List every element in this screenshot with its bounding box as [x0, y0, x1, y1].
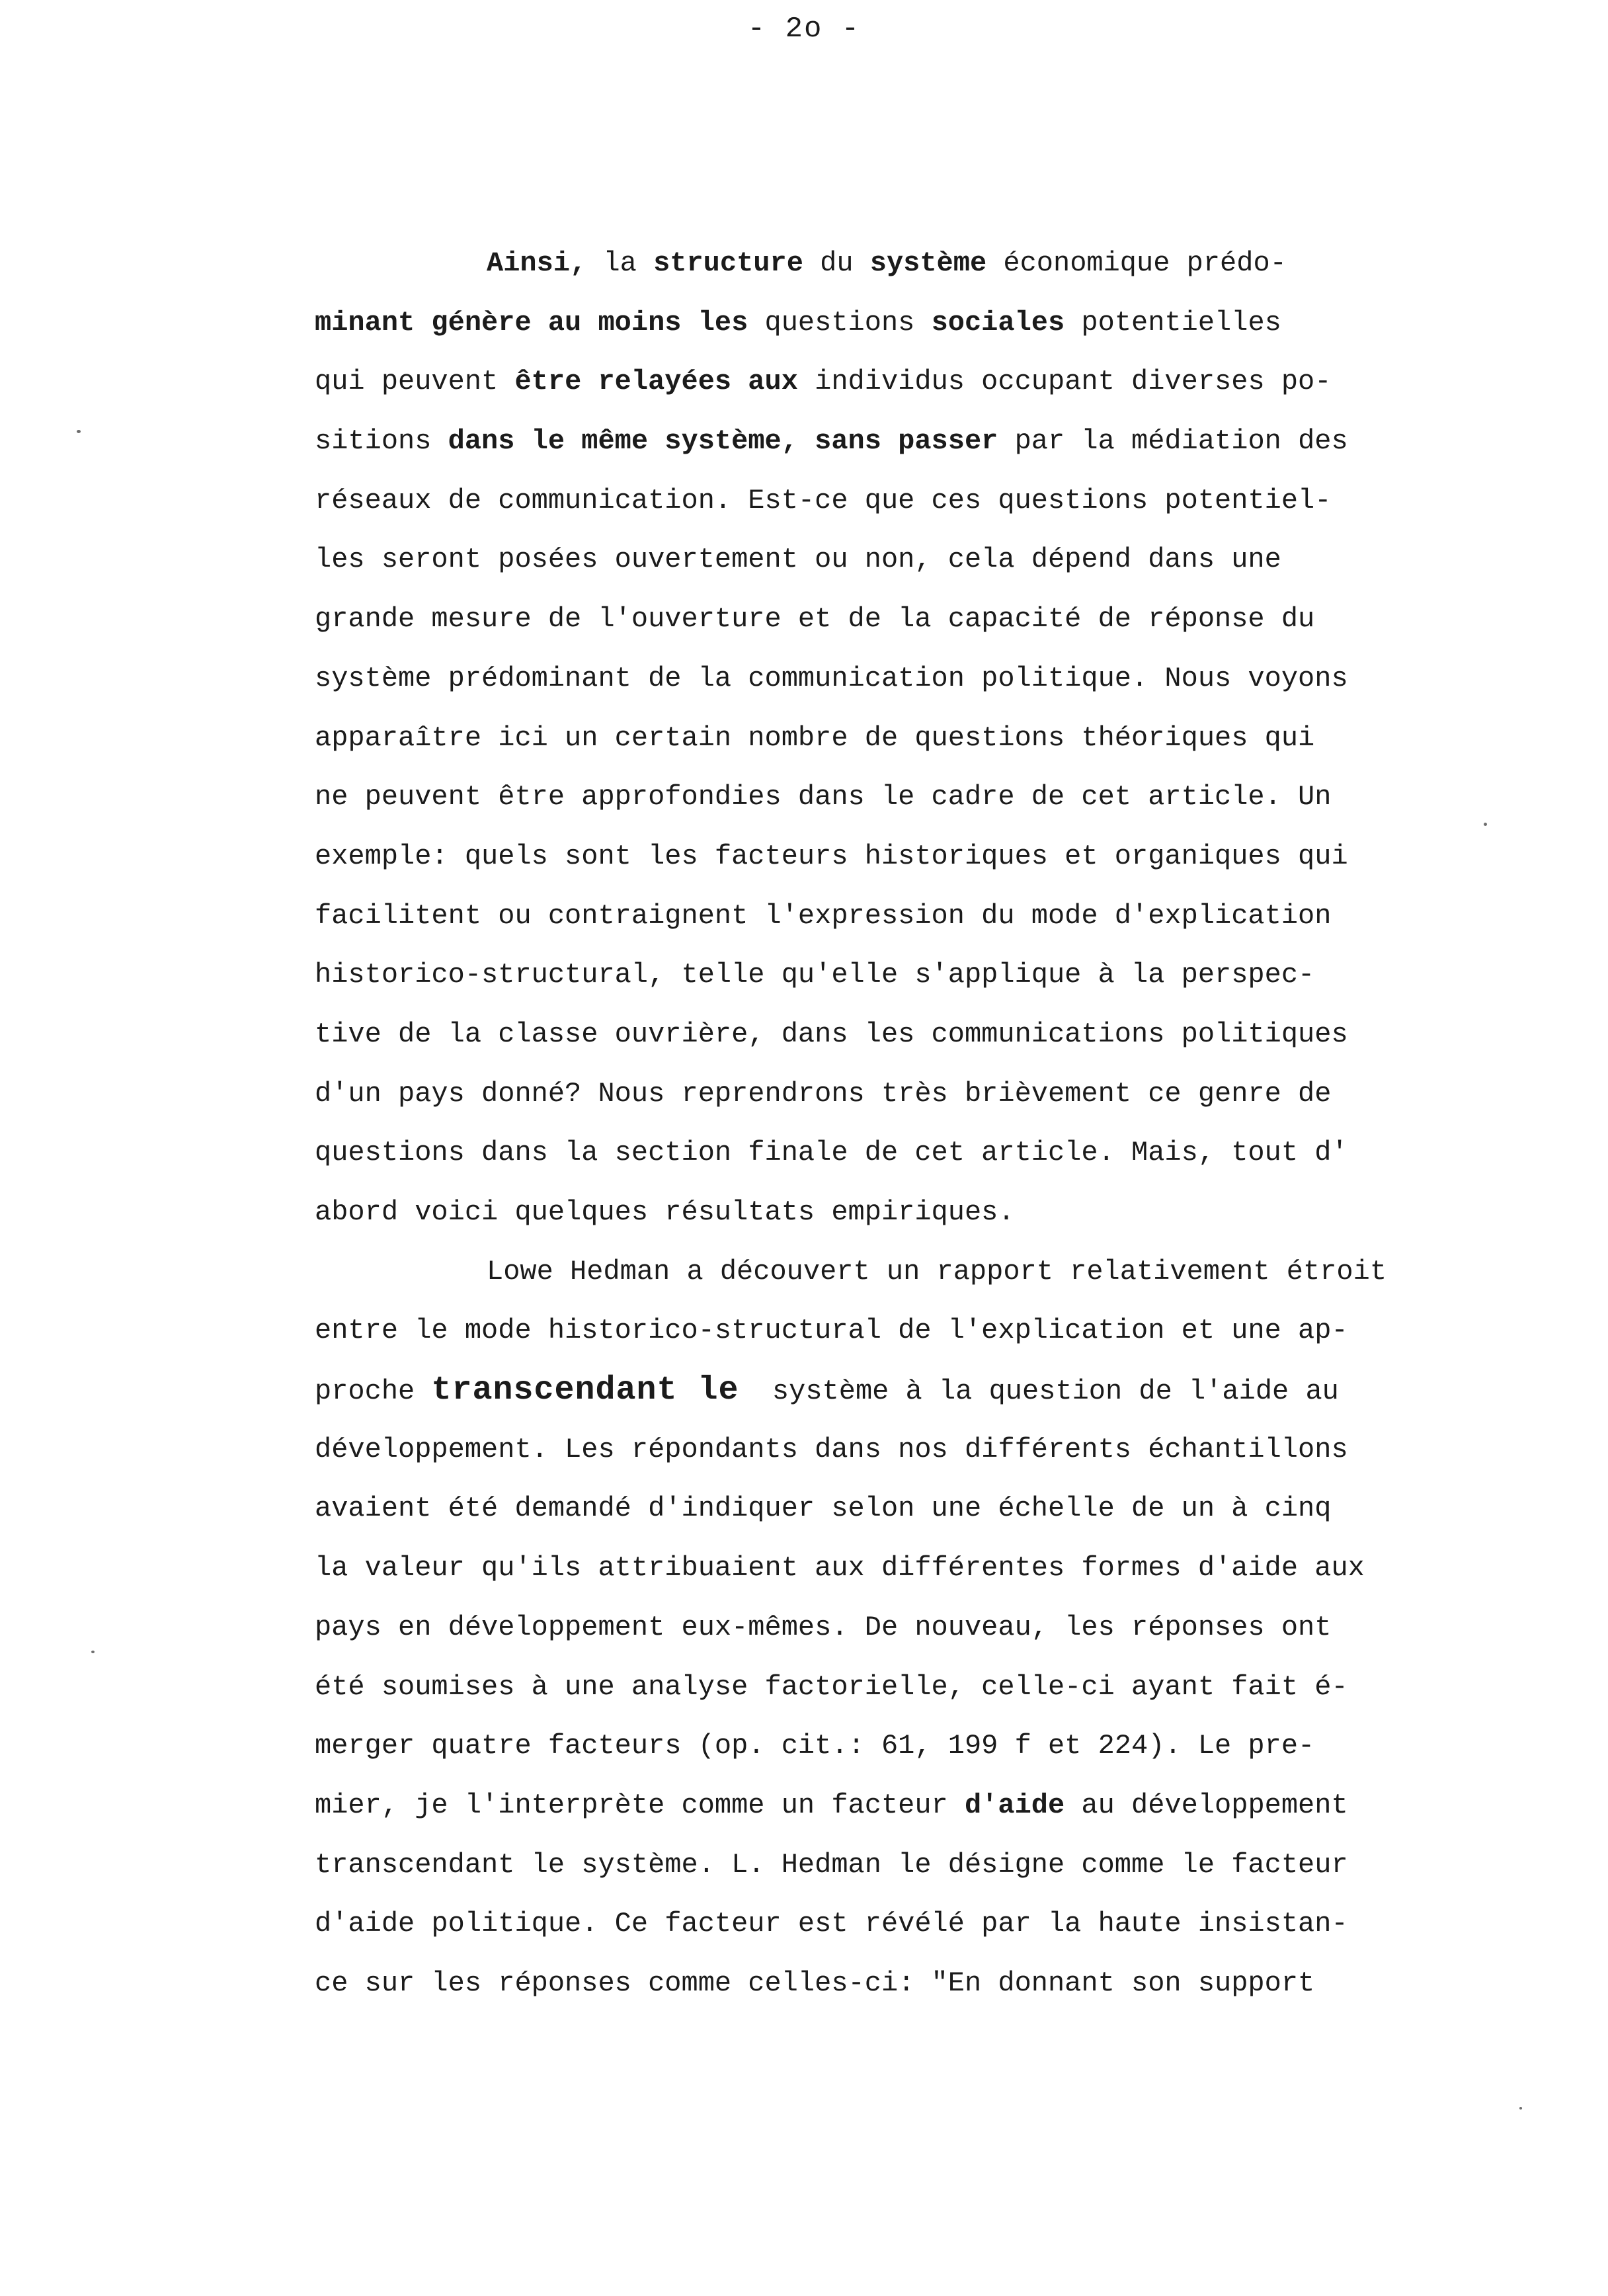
- text-line: [315, 352, 1531, 412]
- text-line: ne peuvent être approfondies dans le cadre de cet article. Un: [315, 781, 1332, 813]
- text-run: potentielles: [1065, 306, 1281, 339]
- text-line: pays en développement eux-mêmes. De nouveau, les réponses ont: [315, 1611, 1332, 1643]
- text-line: exemple: quels sont les facteurs historiques et organiques qui: [315, 840, 1348, 872]
- text-run: économique prédo-: [986, 247, 1287, 279]
- text-line: merger quatre facteurs (op. cit.: 61, 199 f et 224). Le pre-: [315, 1730, 1315, 1762]
- text-run: système: [869, 247, 987, 279]
- text-line: ce sur les réponses comme celles-ci: "En donnant son support: [315, 1967, 1315, 1999]
- text-line: la valeur qu'ils attribuaient aux différentes formes d'aide aux: [315, 1552, 1365, 1584]
- text-line: d'un pays donné? Nous reprendrons très brièvement ce genre de: [315, 1077, 1332, 1110]
- text-line: d'aide politique. Ce facteur est révélé par la haute insistan-: [315, 1908, 1348, 1940]
- text-line: [315, 294, 1531, 353]
- text-line: apparaître ici un certain nombre de questions théoriques qui: [315, 721, 1315, 754]
- text-line: grande mesure de l'ouverture et de la capacité de réponse du: [315, 603, 1315, 636]
- text-line: été soumises à une analyse factorielle, celle-ci ayant fait é-: [315, 1670, 1348, 1703]
- text-run: questions: [748, 306, 932, 339]
- text-line: facilitent ou contraignent l'expression du mode d'explication: [315, 899, 1332, 932]
- text-line: abord voici quelques résultats empiriques.: [315, 1196, 1015, 1228]
- scan-speck: [1484, 823, 1487, 826]
- text-run: par la médiation des: [998, 425, 1348, 458]
- text-run: d'aide: [964, 1789, 1065, 1821]
- text-line: développement. Les répondants dans nos différents échantillons: [315, 1433, 1348, 1465]
- text-line: les seront posées ouvertement ou non, cela dépend dans une: [315, 544, 1281, 576]
- text-line: [315, 412, 1531, 472]
- text-line: historico-structural, telle qu'elle s'applique à la perspec-: [315, 959, 1315, 991]
- scan-speck: [77, 430, 81, 433]
- text-line: [315, 234, 1531, 294]
- text-line: transcendant le système. L. Hedman le désigne comme le facteur: [315, 1848, 1348, 1881]
- text-run: la: [586, 247, 654, 279]
- text-line: avaient été demandé d'indiquer selon une échelle de un à cinq: [315, 1493, 1332, 1525]
- text-run: du: [803, 247, 870, 279]
- text-run: sociales: [931, 306, 1065, 339]
- text-line: réseaux de communication. Est-ce que ces questions potentiel-: [315, 484, 1332, 516]
- text-run: structure: [653, 247, 803, 279]
- text-line: Lowe Hedman a découvert un rapport relativement étroit: [487, 1255, 1387, 1288]
- text-line: questions dans la section finale de cet article. Mais, tout d': [315, 1137, 1348, 1169]
- text-run: être relayées aux: [514, 366, 798, 398]
- scan-speck: [1519, 2107, 1522, 2110]
- text-run: individus occupant diverses po-: [797, 366, 1332, 398]
- text-line: [315, 1776, 1531, 1836]
- text-run: transcendant le: [431, 1372, 739, 1410]
- scan-speck: [91, 1651, 95, 1653]
- text-run: Ainsi,: [487, 247, 587, 279]
- text-run: dans le même système, sans passer: [448, 425, 998, 458]
- text-line: entre le mode historico-structural de l'explication et une ap-: [315, 1315, 1348, 1347]
- text-run: système à la question de l'aide au: [739, 1375, 1339, 1408]
- text-run: sitions: [315, 425, 448, 458]
- text-run: mier, je l'interprète comme un facteur: [315, 1789, 965, 1821]
- text-run: qui peuvent: [315, 366, 515, 398]
- text-run: au développement: [1065, 1789, 1348, 1821]
- text-line: [315, 1361, 1531, 1420]
- body-text: [315, 234, 1531, 2014]
- text-line: système prédominant de la communication politique. Nous voyons: [315, 662, 1348, 694]
- text-line: tive de la classe ouvrière, dans les communications politiques: [315, 1018, 1348, 1050]
- text-run: proche: [315, 1375, 432, 1408]
- page-number: - 2o -: [747, 13, 861, 46]
- text-run: minant génère au moins les: [315, 306, 748, 339]
